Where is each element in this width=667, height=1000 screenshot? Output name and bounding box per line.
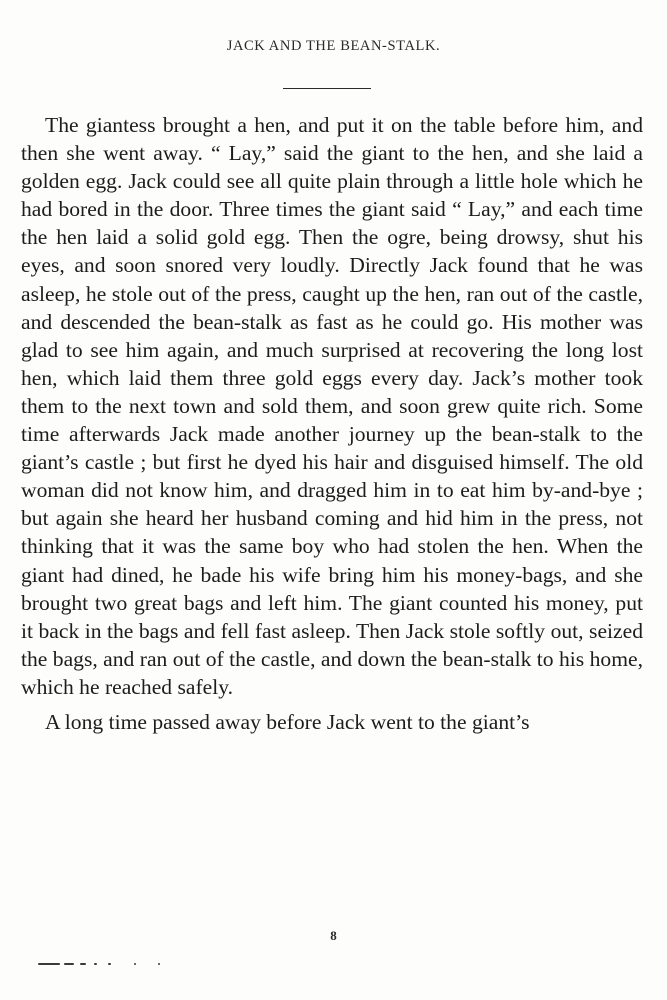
paragraph-2: A long time passed away before Jack went to the giant’s — [45, 709, 530, 734]
body-text — [21, 111, 643, 736]
head-rule-divider — [283, 88, 371, 89]
paragraph-1: The giantess brought a hen, and put it on the table before him, and then she went away. “ Lay,” said the giant to the hen, and she laid a golden egg. Jack could see all quite plain through a little hole which he had bored in the door. Three times the giant said “ Lay,” and each time the hen laid a solid gold egg. Then the ogre, being drowsy, shut his eyes, and soon snored very loudly. Directly Jack found that he was asleep, he stole out of the press, caught up the hen, ran out of the castle, and descended the bean-stalk as fast as he could go. His mother was glad to see him again, and much surprised at recovering the long lost hen, which laid them three gold eggs every day. Jack’s mother took them to the next town and sold them, and soon grew quite rich. Some time afterwards Jack made another journey up the bean-stalk to the giant’s castle ; but first he dyed his hair and disguised himself. The old woman did not know him, and dragged him in to eat him by-and-bye ; but again she heard her husband coming and hid him in the press, not thinking that it was the same boy who had stolen the hen. When the giant had dined, he bade his wife bring him his money-bags, and she brought two great bags and left him. The giant counted his money, put it back in the bags and fell fast asleep. Then Jack stole softly out, seized the bags, and ran out of the castle, and down the bean-stalk to his home, which he reached safely. — [21, 113, 643, 699]
print-smudge — [38, 963, 188, 967]
page-number: 8 — [330, 928, 337, 943]
running-head: JACK AND THE BEAN-STALK. — [226, 38, 441, 54]
